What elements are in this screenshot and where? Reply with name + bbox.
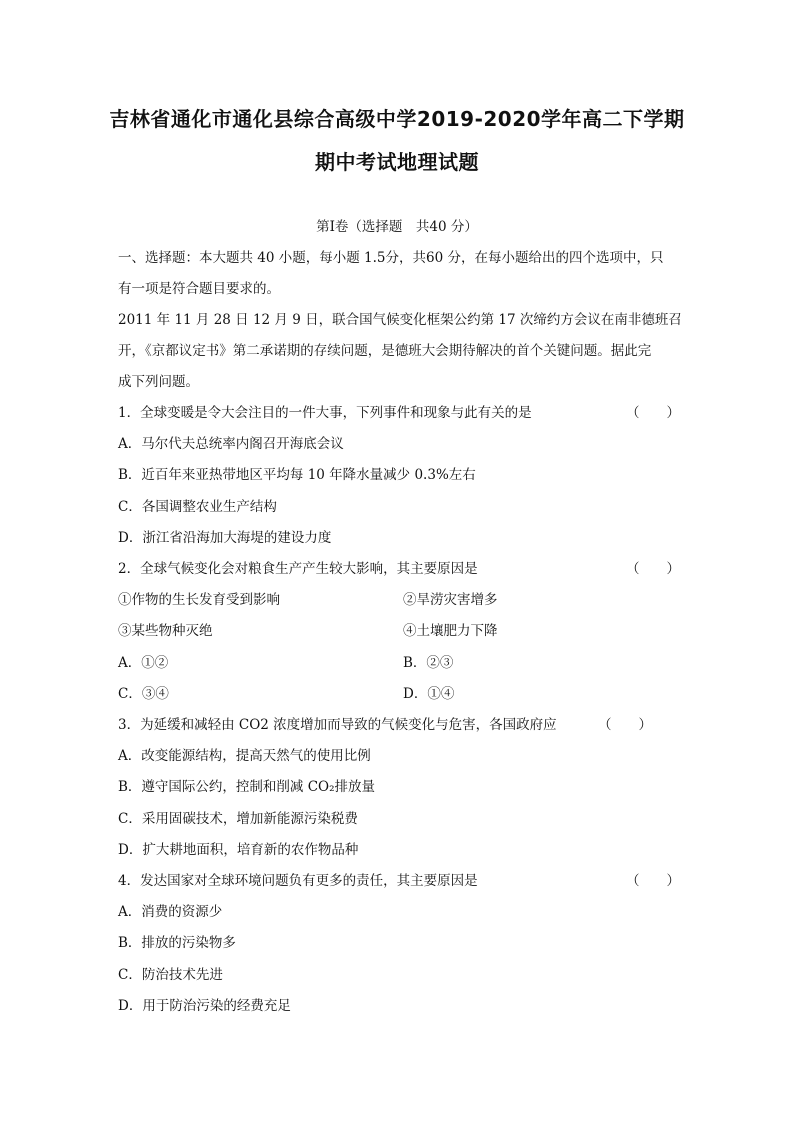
page-title-line-1: 吉林省通化市通化县综合高级中学2019-2020学年高二下学期: [109, 107, 685, 131]
question-3: [118, 715, 676, 735]
q4-option-b: B．排放的污染物多: [118, 935, 236, 951]
passage-line-2: 开，《京都议定书》第二承诺期的存续问题，是德班大会期待解决的首个关键问题。据此完: [118, 343, 652, 359]
q2-options-row-2: [118, 684, 676, 704]
q1-option-a: A．马尔代夫总统率内阁召开海底会议: [118, 436, 344, 452]
q1-option-d: D．浙江省沿海加大海堤的建设力度: [118, 530, 332, 546]
q3-option-a: A．改变能源结构，提高天然气的使用比例: [118, 748, 371, 764]
instructions-line-2: 有一项是符合题目要求的。: [118, 281, 280, 297]
question-1-stem: 1．全球变暖是令大会注目的一件大事，下列事件和现象与此有关的是: [118, 405, 532, 421]
q2-option-c: C．③④: [118, 686, 169, 702]
q2-option-a: A．①②: [118, 655, 169, 671]
q1-option-b: B．近百年来亚热带地区平均每 10 年降水量减少 0.3%左右: [118, 467, 476, 483]
q2-statement-4: ④土壤肥力下降: [403, 623, 498, 639]
q2-statement-3: ③某些物种灭绝: [118, 623, 213, 639]
q3-option-d: D．扩大耕地面积，培育新的农作物品种: [118, 842, 359, 858]
q3-option-c: C．采用固碳技术，增加新能源污染税费: [118, 811, 358, 827]
q4-option-d: D．用于防治污染的经费充足: [118, 998, 291, 1014]
instructions-line-1: 一、选择题：本大题共 40 小题，每小题 1.5分，共60 分，在每小题给出的四个选项中，只: [118, 250, 664, 266]
passage-line-3: 成下列问题。: [118, 374, 199, 390]
q2-option-d: D．①④: [403, 686, 455, 702]
question-3-stem: 3．为延缓和减轻由 CO2 浓度增加而导致的气候变化与危害，各国政府应: [118, 717, 557, 733]
passage-line-1: 2011 年 11 月 28 日 12 月 9 日，联合国气候变化框架公约第 17 次缔约方会议在南非德班召: [118, 312, 682, 328]
question-2-stem: 2．全球气候变化会对粮食生产产生较大影响，其主要原因是: [118, 561, 478, 577]
answer-blank-4: （ ）: [626, 873, 680, 889]
answer-blank-2: （ ）: [626, 561, 680, 577]
question-1: [118, 403, 680, 423]
q1-option-c: C．各国调整农业生产结构: [118, 499, 277, 515]
question-4-stem: 4．发达国家对全球环境问题负有更多的责任，其主要原因是: [118, 873, 478, 889]
section-heading: 第Ⅰ卷（选择题 共40 分）: [316, 219, 478, 235]
q4-option-c: C．防治技术先进: [118, 967, 223, 983]
q2-statement-2: ②旱涝灾害增多: [403, 592, 498, 608]
q4-option-a: A．消费的资源少: [118, 904, 223, 920]
page-title-line-2: 期中考试地理试题: [315, 150, 479, 174]
q2-statement-1: ①作物的生长发育受到影响: [118, 592, 280, 608]
answer-blank-1: （ ）: [626, 405, 680, 421]
question-4: [118, 871, 680, 891]
q2-statements-row-1: [118, 590, 676, 610]
q2-statements-row-2: [118, 621, 676, 641]
q2-option-b: B．②③: [403, 655, 454, 671]
q3-option-b: B．遵守国际公约，控制和削减 CO₂排放量: [118, 779, 376, 795]
question-2: [118, 559, 680, 579]
q2-options-row-1: [118, 653, 676, 673]
answer-blank-3: （ ）: [598, 717, 652, 733]
